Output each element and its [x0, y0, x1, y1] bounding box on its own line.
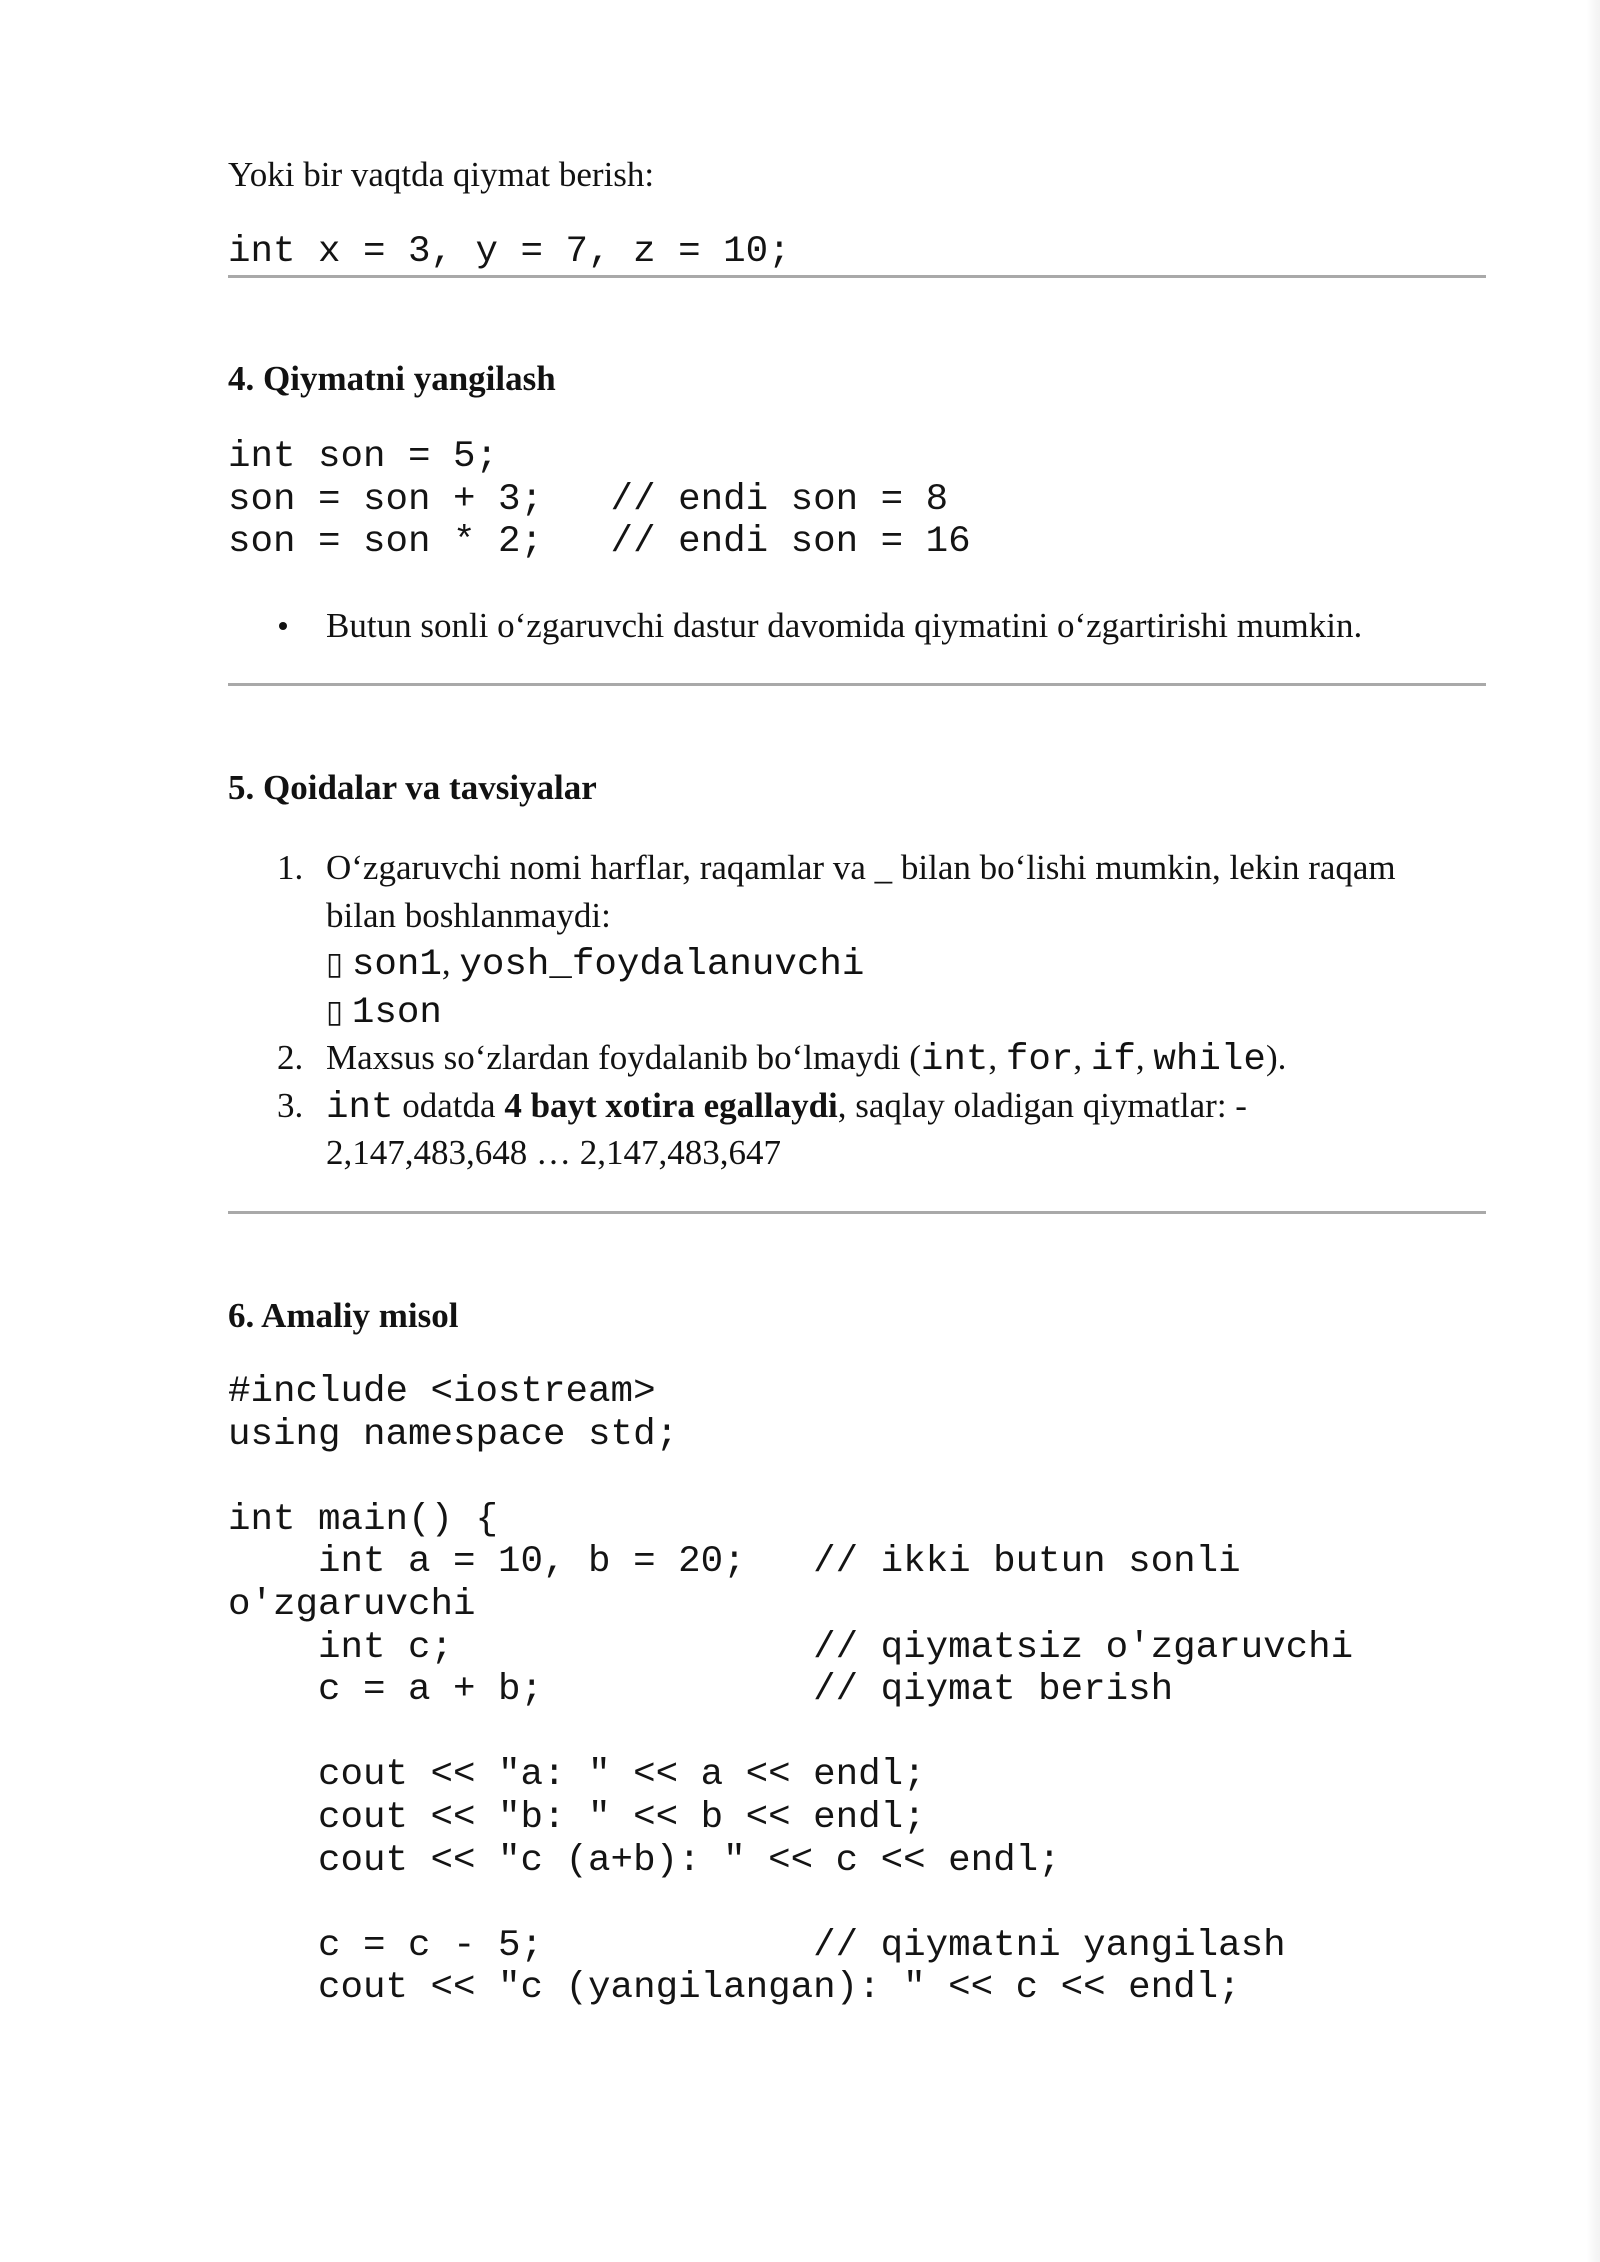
code-line: cout << "b: " << b << endl;	[228, 1796, 926, 1839]
inline-code: int	[326, 1086, 394, 1129]
intro-text: Yoki bir vaqtda qiymat berish:	[228, 155, 655, 194]
inline-code: if	[1090, 1039, 1136, 1081]
code-line: #include <iostream>	[228, 1371, 656, 1413]
list-item-text: , saqlay oladigan qiymatlar: -	[837, 1085, 1247, 1125]
check-mark-icon: ▯	[326, 946, 344, 982]
list-item-text: odatda	[393, 1085, 505, 1125]
inline-code: for	[1005, 1039, 1074, 1081]
list-item-text: bilan boshlanmaydi:	[326, 895, 611, 935]
list-item-3-continuation	[0, 1129, 1600, 1177]
code-line: using namespace std;	[228, 1413, 679, 1456]
section-heading-5: 5. Qoidalar va tavsiyalar	[228, 768, 597, 807]
list-item-text: ).	[1265, 1038, 1287, 1077]
separator: ,	[441, 943, 460, 982]
list-item-text: 2,147,483,648 … 2,147,483,647	[326, 1133, 781, 1172]
bullet-text: Butun sonli o‘zgaruvchi dastur davomida qiymatini o‘zgartirishi mumkin.	[326, 606, 1363, 645]
code-block-intro	[228, 231, 791, 274]
code-block-section4	[228, 436, 971, 564]
code-line: int son = 5;	[228, 436, 499, 478]
rules-list	[0, 844, 1600, 1177]
bullet-marker	[279, 622, 287, 630]
inline-code: 1son	[351, 991, 442, 1034]
code-line: o'zgaruvchi	[228, 1583, 476, 1626]
section-heading-4: 4. Qiymatni yangilash	[228, 359, 556, 398]
code-line: int c; // qiymatsiz o'zgaruvchi	[228, 1626, 1354, 1669]
cross-mark-icon: ▯	[326, 993, 344, 1030]
code-line: c = c - 5; // qiymatni yangilash	[228, 1924, 1286, 1967]
code-line: cout << "c (a+b): " << c << endl;	[228, 1839, 1061, 1882]
code-line	[228, 1882, 1353, 1925]
code-block-example	[228, 1371, 1353, 2010]
bold-text: 4 bayt xotira egallaydi	[504, 1085, 838, 1125]
code-line: son = son + 3; // endi son = 8	[228, 478, 949, 521]
list-number: 1.	[277, 848, 304, 887]
separator: ,	[1135, 1038, 1154, 1077]
code-line	[228, 1712, 1353, 1755]
list-number: 3.	[277, 1085, 304, 1125]
divider	[228, 683, 1486, 686]
invalid-examples	[0, 987, 1600, 1035]
list-item-text: O‘zgaruvchi nomi harflar, raqamlar va _ bilan bo‘lishi mumkin, lekin raqam	[326, 848, 1396, 887]
list-number: 2.	[277, 1038, 304, 1077]
inline-code: while	[1153, 1039, 1266, 1081]
list-item-3	[0, 1082, 1600, 1130]
list-item-2	[0, 1034, 1600, 1082]
divider	[228, 1211, 1486, 1214]
valid-examples	[0, 939, 1600, 987]
inline-code: son1	[351, 944, 442, 986]
code-line: son = son * 2; // endi son = 16	[228, 521, 971, 564]
code-line	[228, 1456, 1353, 1499]
code-line: int main() {	[228, 1498, 499, 1541]
bullet-item	[0, 603, 1600, 649]
code-line: c = a + b; // qiymat berish	[228, 1669, 1174, 1712]
inline-code: yosh_foydalanuvchi	[459, 944, 865, 986]
code-line: cout << "c (yangilangan): " << c << endl;	[228, 1967, 1241, 2010]
code-line: int x = 3, y = 7, z = 10;	[228, 231, 791, 273]
inline-code: int	[920, 1039, 989, 1081]
section-heading-6: 6. Amaliy misol	[228, 1296, 459, 1335]
separator: ,	[1073, 1038, 1091, 1077]
divider	[228, 275, 1486, 278]
list-item-1	[0, 844, 1600, 892]
list-item-1-continuation	[0, 892, 1600, 940]
list-item-text: Maxsus so‘zlardan foydalanib bo‘lmaydi (	[326, 1038, 921, 1077]
separator: ,	[988, 1038, 1006, 1077]
code-line: cout << "a: " << a << endl;	[228, 1754, 926, 1797]
code-line: int a = 10, b = 20; // ikki butun sonli	[228, 1541, 1241, 1584]
